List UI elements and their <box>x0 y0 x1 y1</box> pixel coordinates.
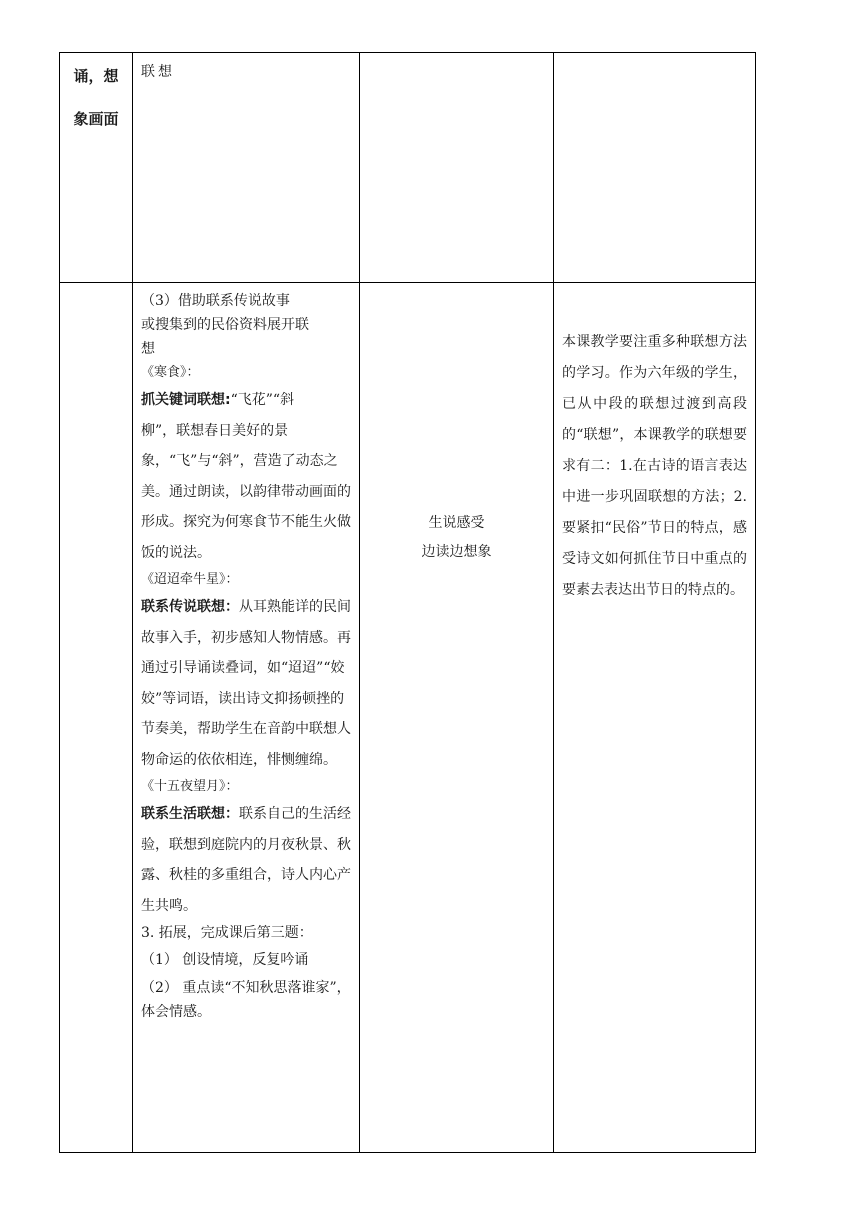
design-intent-cell <box>554 53 756 283</box>
method-text: 从耳熟能详的民间故事入手，初步感知人物情感。再通过引导诵读叠词，如“迢迢”“姣姣”等词语，读出诗文抑扬顿挫的节奏美，帮助学生在音韵中联想人物命运的依依相连，悱恻缠绵。 <box>141 599 351 768</box>
student-activity-cell <box>360 283 554 1153</box>
method-text: “飞花”“斜 <box>230 392 295 408</box>
stage-cell <box>60 53 133 283</box>
method-label: 抓关键词联想: <box>141 392 231 408</box>
design-intent-cell <box>554 283 756 1153</box>
student-activity-line-1: 生说感受 <box>428 515 485 531</box>
stage-title <box>60 53 132 141</box>
table-row <box>60 283 756 1153</box>
poem1-method-line <box>141 385 353 416</box>
student-activity-content <box>360 283 553 567</box>
intro-line-3: 想 <box>141 341 155 357</box>
step3-item-2: （2） 重点读“不知秋思落谁家”，体会情感。 <box>141 979 351 1020</box>
step3-line: 3. 拓展，完成课后第三题： <box>141 925 313 941</box>
lesson-plan-table <box>59 52 756 1153</box>
stage-cell <box>60 283 133 1153</box>
poem-title-tiaotiao: 《迢迢牵牛星》： <box>141 572 239 587</box>
student-activity-line-2: 边读边想象 <box>421 544 492 560</box>
student-activity-cell <box>360 53 554 283</box>
table-row <box>60 53 756 283</box>
method-label: 联系传说联想： <box>141 599 239 615</box>
teacher-activity-cell <box>133 283 360 1153</box>
poem3-paragraph <box>141 799 353 921</box>
poem1-paragraph: 柳”，联想春日美好的景象，“飞”与“斜”，营造了动态之美。通过朗读，以韵律带动画面的形成。探究为何寒食节不能生火做饭的说法。 <box>141 422 351 561</box>
teacher-activity-cell <box>133 53 360 283</box>
stage-title-line-1: 诵，想 <box>73 67 119 85</box>
design-intent-text: 本课教学要注重多种联想方法的学习。作为六年级的学生，已从中段的联想过渡到高段的“联想”，本课教学的联想要求有二：1.在古诗的语言表达中进一步巩固联想的方法；2.要紧扣“民俗”节日的特点，感受诗文如何抓住节日中重点的要素去表达出节日的特点的。 <box>562 334 747 598</box>
poem-title-shiwuye: 《十五夜望月》： <box>141 779 239 794</box>
intro-line-1: （3）借助联系传说故事 <box>141 293 290 309</box>
method-label: 联系生活联想： <box>141 806 239 822</box>
intro-line-2: 或搜集到的民俗资料展开联 <box>141 317 309 333</box>
poem-title-hanshi: 《寒食》： <box>141 365 200 380</box>
poem2-paragraph <box>141 592 353 775</box>
stage-title-line-2: 象画面 <box>73 110 119 128</box>
teacher-activity-text: 联想 <box>141 64 175 80</box>
teacher-activity-content <box>133 283 359 1024</box>
step3-item-1: （1） 创设情境，反复吟诵 <box>141 952 309 968</box>
method-text: 联系自己的生活经验，联想到庭院内的月夜秋景、秋露、秋桂的多重组合，诗人内心产生共鸣。 <box>141 806 351 914</box>
